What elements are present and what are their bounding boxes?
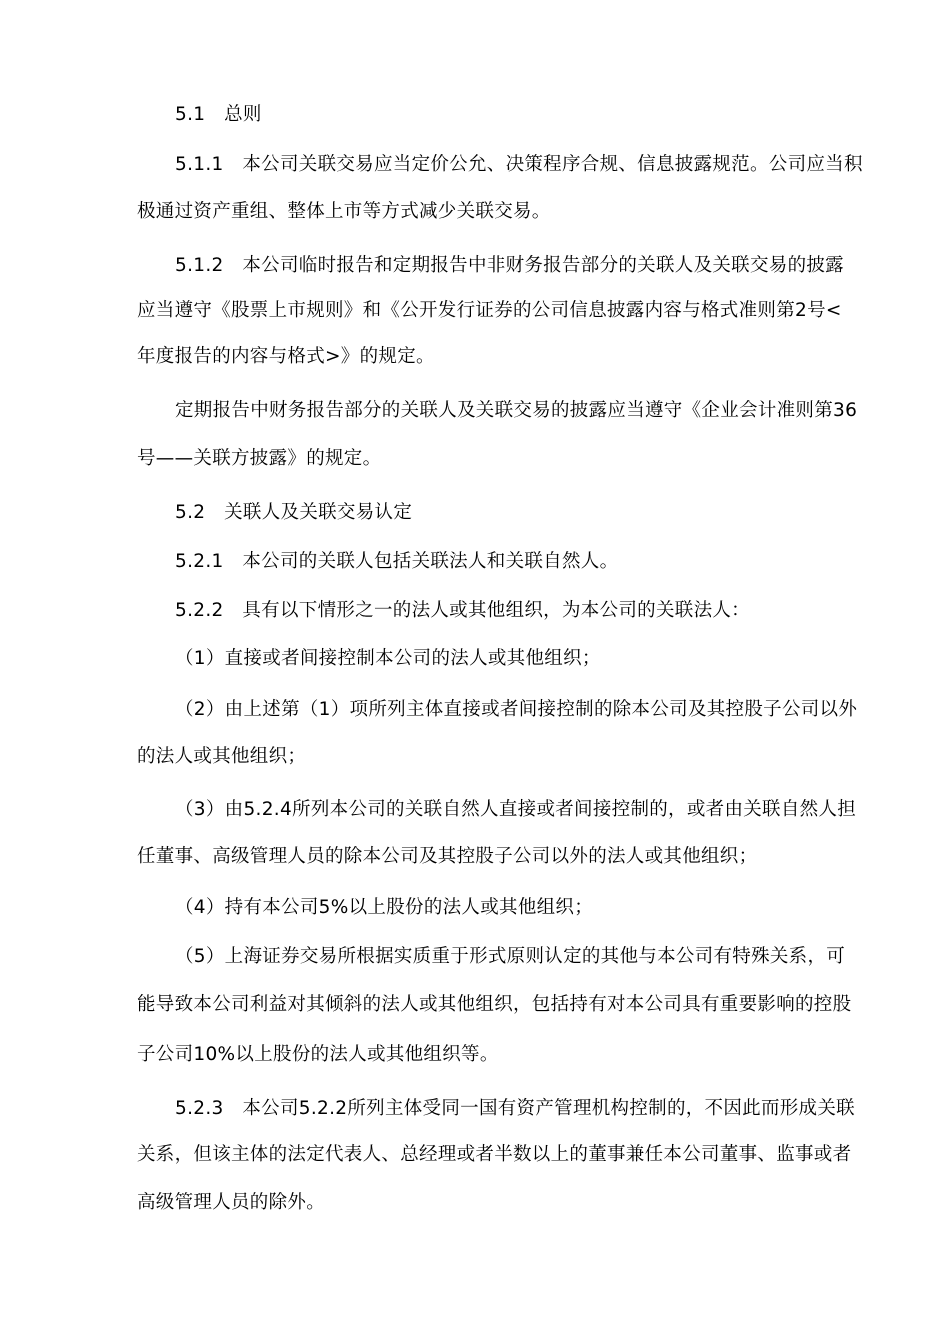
item-3-line-2: 任董事、高级管理人员的除本公司及其控股子公司以外的法人或其他组织； <box>137 846 758 867</box>
clause-5-2-3-line-3: 高级管理人员的除外。 <box>137 1192 326 1213</box>
clause-5-2-3-line-1: 5.2.3 本公司5.2.2所列主体受同一国有资产管理机构控制的，不因此而形成关联 <box>175 1098 855 1119</box>
heading-5-2: 5.2 关联人及关联交易认定 <box>175 502 413 523</box>
clause-5-2-1: 5.2.1 本公司的关联人包括关联法人和关联自然人。 <box>175 551 619 572</box>
heading-5-1: 5.1 总则 <box>175 104 262 125</box>
clause-5-1-2-line-3: 年度报告的内容与格式>》的规定。 <box>137 346 435 367</box>
item-2-line-2: 的法人或其他组织； <box>137 746 307 767</box>
paragraph-periodic-line-1: 定期报告中财务报告部分的关联人及关联交易的披露应当遵守《企业会计准则第36 <box>175 400 858 421</box>
clause-5-1-1-line-2: 极通过资产重组、整体上市等方式减少关联交易。 <box>137 201 551 222</box>
item-4: （4）持有本公司5%以上股份的法人或其他组织； <box>175 897 594 918</box>
item-5-line-1: （5）上海证券交易所根据实质重于形式原则认定的其他与本公司有特殊关系，可 <box>175 946 846 967</box>
item-3-line-1: （3）由5.2.4所列本公司的关联自然人直接或者间接控制的，或者由关联自然人担 <box>175 799 857 820</box>
clause-5-2-2: 5.2.2 具有以下情形之一的法人或其他组织，为本公司的关联法人： <box>175 600 750 621</box>
clause-5-1-2-line-1: 5.1.2 本公司临时报告和定期报告中非财务报告部分的关联人及关联交易的披露 <box>175 255 844 276</box>
paragraph-periodic-line-2: 号——关联方披露》的规定。 <box>137 448 382 469</box>
item-5-line-2: 能导致本公司利益对其倾斜的法人或其他组织，包括持有对本公司具有重要影响的控股 <box>137 994 852 1015</box>
item-1: （1）直接或者间接控制本公司的法人或其他组织； <box>175 648 601 669</box>
item-5-line-3: 子公司10%以上股份的法人或其他组织等。 <box>137 1044 499 1065</box>
clause-5-1-2-line-2: 应当遵守《股票上市规则》和《公开发行证券的公司信息披露内容与格式准则第2号< <box>137 300 842 321</box>
clause-5-1-1-line-1: 5.1.1 本公司关联交易应当定价公允、决策程序合规、信息披露规范。公司应当积 <box>175 154 863 175</box>
item-2-line-1: （2）由上述第（1）项所列主体直接或者间接控制的除本公司及其控股子公司以外 <box>175 699 858 720</box>
clause-5-2-3-line-2: 关系，但该主体的法定代表人、总经理或者半数以上的董事兼任本公司董事、监事或者 <box>137 1144 852 1165</box>
